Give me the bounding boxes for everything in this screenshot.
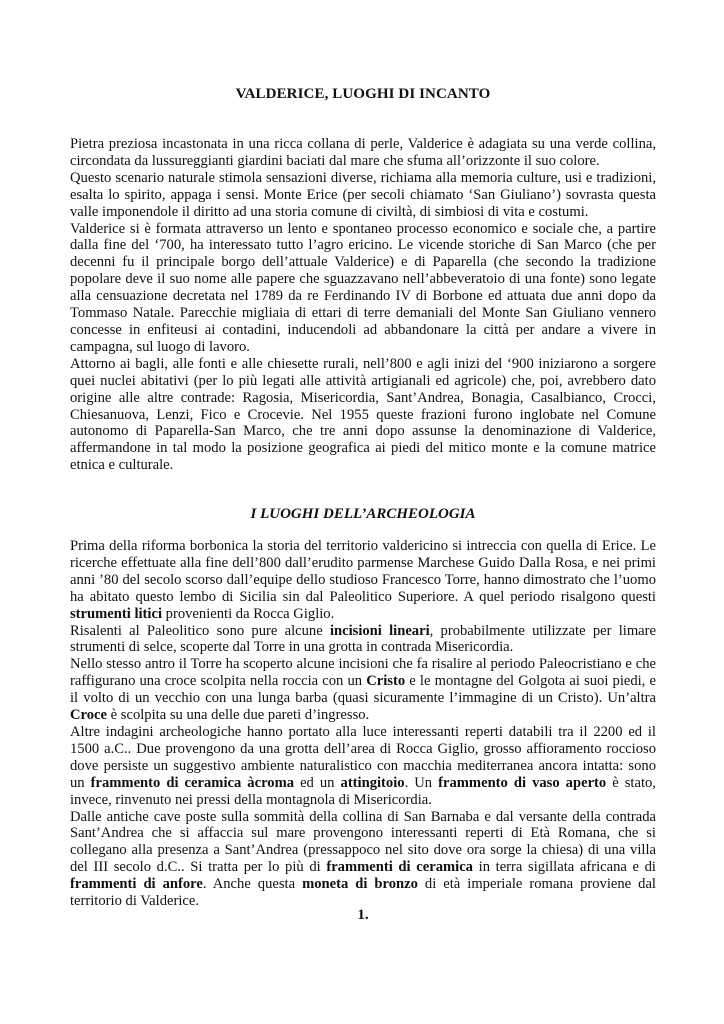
intro-paragraph-3: Valderice si è formata attraverso un lento e spontaneo processo economico e sociale che, a partire dalla fine del ‘700, ha interessato tutto l’agro ericino. Le vicende storiche di San Marco (che per decenni fu il principale borgo dell’attuale Valderice) e di Paparella (che secondo la tradizione popolare deve il suo nome alle papere che sguazzavano nell’abbeveratoio di una fonte) sono legate alla censuazione decretata nel 1789 da re Ferdinando IV di Borbone ed attuata due anni dopo da Tommaso Natale. Parecchie migliaia di ettari di terre demaniali del Monte San Giuliano vennero concesse in enfiteusi ai contadini, inducendoli ad abbandonare la città per andare a vivere in campagna, sul luogo di lavoro. [70,220,656,355]
bold-term: frammenti di anfore [70,876,203,893]
bold-term: strumenti litici [70,605,163,622]
bold-term: moneta di bronzo [302,876,418,893]
document-title: VALDERICE, LUOGHI DI INCANTO [235,86,491,102]
bold-term: attingitoio [340,774,405,791]
bold-term: frammenti di ceramica [326,859,473,876]
page-number: 1. [357,907,369,923]
section-title: I LUOGHI DELL’ARCHEOLOGIA [250,506,476,522]
intro-paragraph-4: Attorno ai bagli, alle fonti e alle chiesette rurali, nell’800 e agli inizi del ‘900 iniziarono a sorgere quei nuclei abitativi (per lo più legati alle attività artigianali ed agricole) che, poi, avrebbero dato origine alle altre contrade: Ragosia, Misericordia, Sant’Andrea, Bonagia, Casalbianco, Crocci, Chiesanuova, Lenzi, Fico e Crocevie. Nel 1955 queste frazioni furono inglobate nel Comune autonomo di Paparella-San Marco, che tre anni dopo assunse la denominazione di Valderice, affermandone in tal modo la posizione geografica ai piedi del mitico monte e la comune matrice etnica e culturale. [70,355,656,474]
archeology-paragraph-5: Dalle antiche cave poste sulla sommità della collina di San Barnaba e dal versante della contrada Sant’Andrea che si affaccia sul mare provengono interessanti reperti di Età Romana, che si collegano alla presenza a Sant’Andrea (pressappoco nel sito dove ora sorge la chiesa) di una villa del III secolo d.C.. Si tratta per lo più di frammenti di ceramica in terra sigillata africana e di frammenti di anfore. Anche questa moneta di bronzo di età imperiale romana proviene dal territorio di Valderice. [70,808,656,910]
archeology-paragraph-4: Altre indagini archeologiche hanno portato alla luce interessanti reperti databili tra il 2200 ed il 1500 a.C.. Due provengono da una grotta dell’area di Rocca Giglio, grosso affioramento roccioso dove persiste un suggestivo ambiente naturalistico con macchia mediterranea ancora intatta: sono un frammento di ceramica àcroma ed un attingitoio. Un frammento di vaso aperto è stato, invece, rinvenuto nei pressi della montagnola di Misericordia. [70,723,656,808]
archeology-paragraph-1: Prima della riforma borbonica la storia del territorio valdericino si intreccia con quella di Erice. Le ricerche effettuate alla fine dell’800 dall’erudito parmense Marchese Guido Dalla Rosa, e nei primi anni ’80 del secolo scorso dall’equipe dello studioso Francesco Torre, hanno dimostrato che l’uomo ha abitato questo lembo di Sicilia sin dal Paleolitico Superiore. A quel periodo risalgono questi strumenti litici provenienti da Rocca Giglio. [70,538,656,622]
intro-section [70,136,656,474]
archeology-paragraph-2: Risalenti al Paleolitico sono pure alcune incisioni lineari, probabilmente utilizzate per limare strumenti di selce, scoperte dal Torre in una grotta in contrada Misericordia. [70,622,656,656]
archeology-section [70,538,656,910]
intro-paragraph-2: Questo scenario naturale stimola sensazioni diverse, richiama alla memoria culture, usi e tradizioni, esalta lo spirito, appaga i sensi. Monte Erice (per secoli chiamato ‘San Giuliano’) sovrasta questa valle imponendole il diritto ad una storia comune di civiltà, di simbiosi di vita e costumi. [70,169,656,220]
bold-term: Croce [70,707,108,724]
intro-paragraph-1: Pietra preziosa incastonata in una ricca collana di perle, Valderice è adagiata su una verde collina, circondata da lussureggianti giardini baciati dal mare che sfuma all’orizzonte il suo colore. [70,136,656,169]
bold-term: frammento di vaso aperto [438,774,607,791]
archeology-paragraph-3: Nello stesso antro il Torre ha scoperto alcune incisioni che fa risalire al periodo Paleocristiano e che raffigurano una croce scolpita nella roccia con un Cristo e le montagne del Golgota ai suoi piedi, e il volto di un vecchio con una lunga barba (quasi sicuramente l’immagine di un Cristo). Un’altra Croce è scolpita su una delle due pareti d’ingresso. [70,656,657,724]
bold-term: incisioni lineari [329,622,430,639]
bold-term: Cristo [366,673,406,690]
bold-term: frammento di ceramica àcroma [90,774,295,791]
